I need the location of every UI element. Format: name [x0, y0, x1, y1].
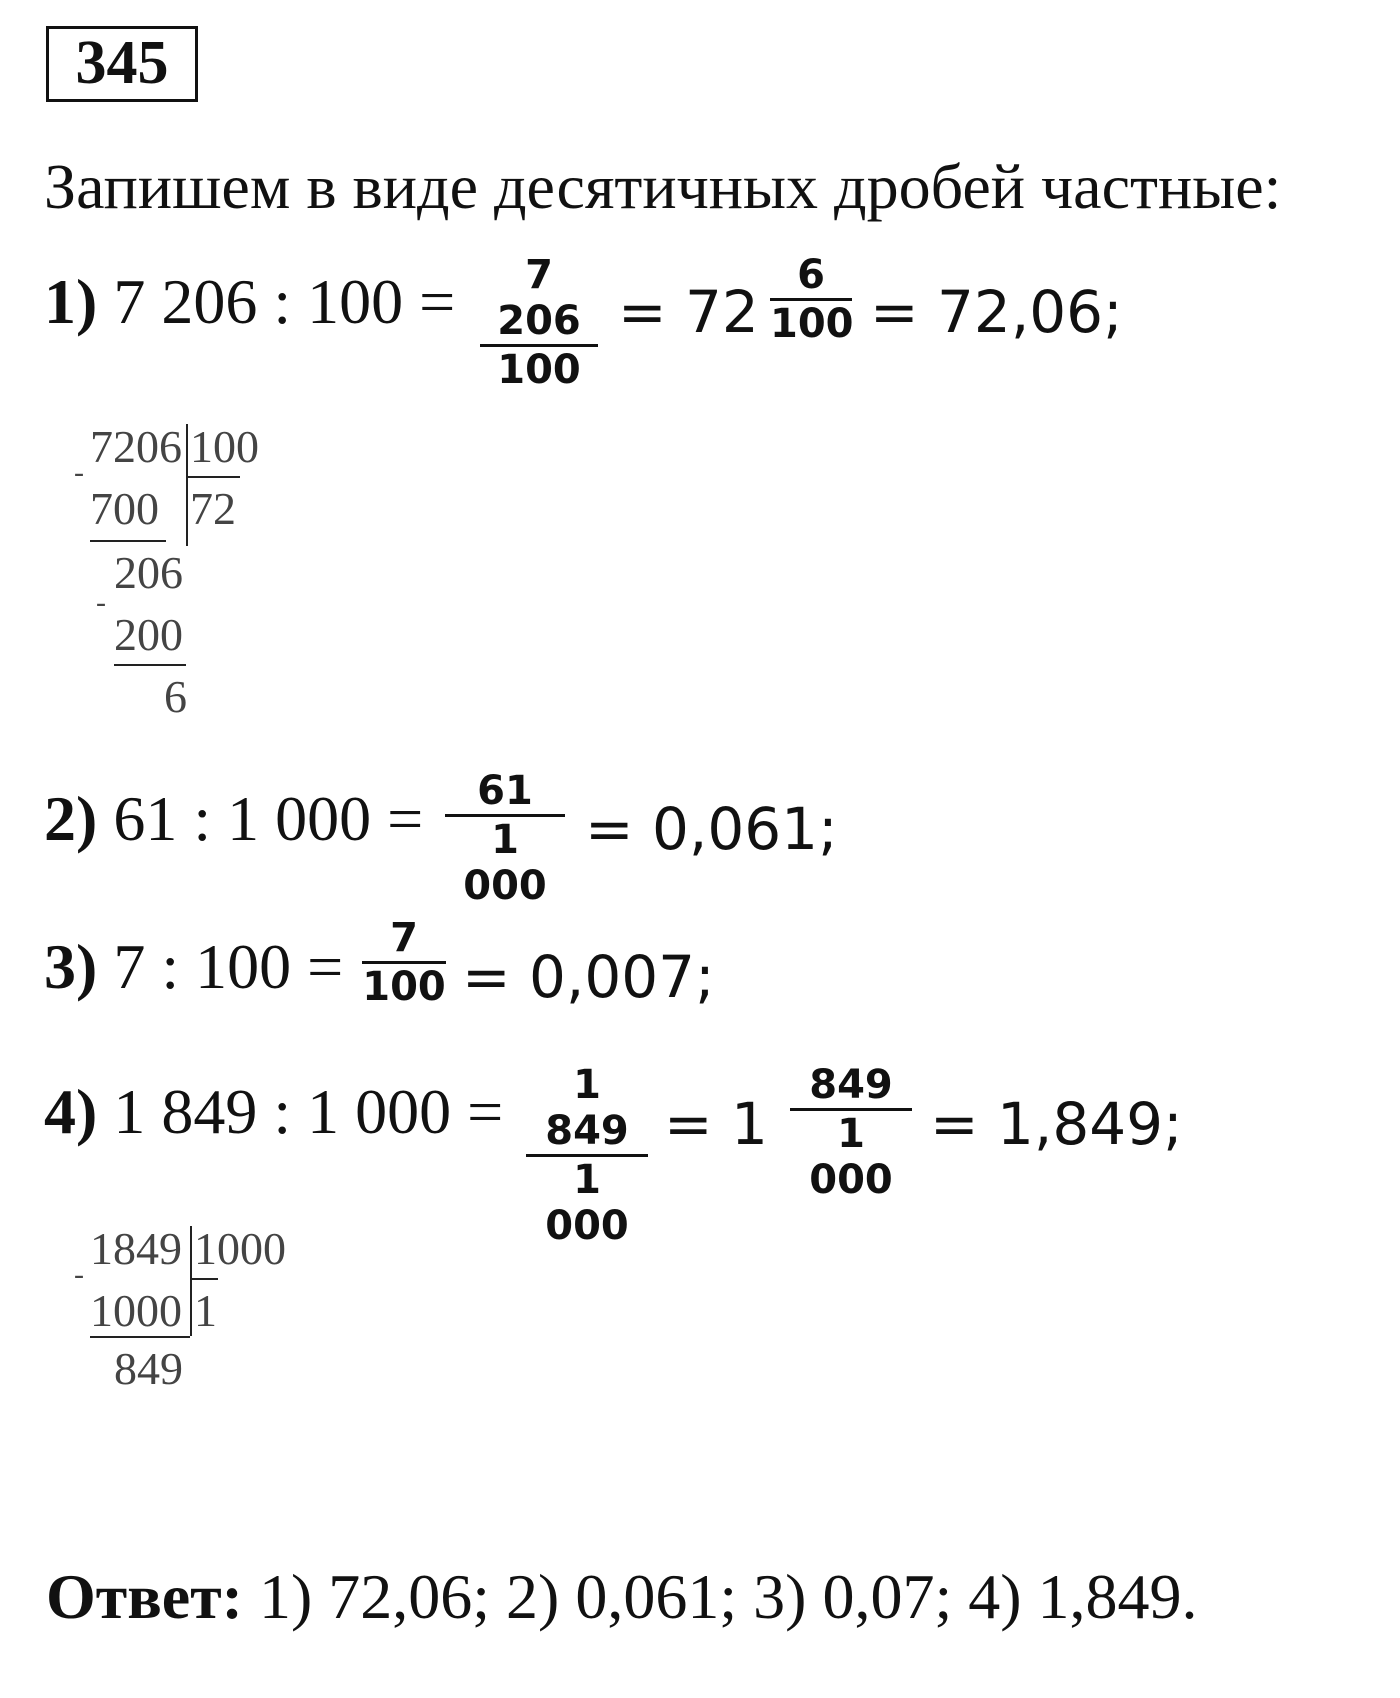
- item-1-frac2-num: 6: [797, 252, 825, 298]
- item-2-expr: 61 : 1 000 =: [113, 783, 424, 854]
- item-3-result: = 0,007;: [462, 943, 715, 1011]
- div2-minus: -: [74, 1258, 84, 1291]
- item-1-result: = 72,06;: [870, 278, 1123, 346]
- div1-minus-1: -: [74, 456, 84, 489]
- item-2-result: = 0,061;: [585, 795, 838, 863]
- answer-text: 1) 72,06; 2) 0,061; 3) 0,07; 4) 1,849.: [258, 1561, 1198, 1632]
- div1-sub1: 700: [90, 483, 159, 534]
- item-4-fraction-1: [526, 1062, 648, 1249]
- item-1-expr: 7 206 : 100 =: [113, 266, 456, 337]
- item-1-frac2-den: 100: [770, 298, 852, 347]
- item-3-expr: 7 : 100 =: [113, 931, 344, 1002]
- item-2-fraction-1: [445, 768, 565, 909]
- item-2-frac1-den: 1 000: [445, 814, 565, 909]
- item-3-expression: [44, 930, 343, 1004]
- item-3-frac1-num: 7: [390, 915, 418, 961]
- div2-dividend: 1849: [90, 1223, 182, 1274]
- item-2-label: 2): [44, 783, 98, 854]
- item-2-expression: [44, 782, 423, 856]
- item-2-frac1-num: 61: [477, 768, 533, 814]
- intro-text: Запишем в виде десятичных дробей частные:: [44, 151, 1282, 222]
- long-division-1: [60, 420, 300, 740]
- div1-rem2: 6: [164, 671, 187, 722]
- item-4-frac1-num: 1 849: [545, 1062, 629, 1154]
- item-1-fraction-2: [770, 252, 852, 347]
- item-1-frac1-den: 100: [480, 344, 598, 393]
- answer: [46, 1560, 1198, 1634]
- div2-quotient: 1: [194, 1285, 217, 1336]
- item-1-expression: [44, 265, 455, 339]
- div1-sub2: 200: [114, 609, 183, 660]
- item-4-frac1-den: 1 000: [526, 1154, 648, 1249]
- div2-sub1: 1000: [90, 1285, 182, 1336]
- item-1-label: 1): [44, 266, 98, 337]
- task-number: 345: [46, 26, 198, 102]
- item-4-label: 4): [44, 1076, 98, 1147]
- div2-rem1: 849: [114, 1343, 183, 1394]
- item-4-fraction-2: [790, 1062, 912, 1203]
- item-3-fraction-1: [362, 915, 446, 1010]
- item-1-fraction-1: [480, 252, 598, 393]
- answer-label: Ответ:: [46, 1561, 243, 1632]
- div1-quotient: 72: [190, 483, 236, 534]
- item-4-frac2-den: 1 000: [790, 1108, 912, 1203]
- div1-dividend: 7206: [90, 421, 182, 472]
- item-4-expr: 1 849 : 1 000 =: [113, 1076, 504, 1147]
- div2-divisor: 1000: [194, 1223, 286, 1274]
- item-1-mid: = 72: [618, 278, 759, 346]
- div1-divisor: 100: [190, 421, 259, 472]
- div1-minus-2: -: [96, 586, 106, 619]
- long-division-2: [60, 1222, 320, 1422]
- item-4-result: = 1,849;: [930, 1090, 1183, 1158]
- item-4-expression: [44, 1075, 503, 1149]
- item-4-frac2-num: 849: [809, 1062, 893, 1108]
- item-4-mid: = 1: [664, 1090, 768, 1158]
- item-3-frac1-den: 100: [362, 961, 446, 1010]
- item-1-frac1-num: 7 206: [497, 252, 581, 344]
- item-3-label: 3): [44, 931, 98, 1002]
- div1-rem1: 206: [114, 547, 183, 598]
